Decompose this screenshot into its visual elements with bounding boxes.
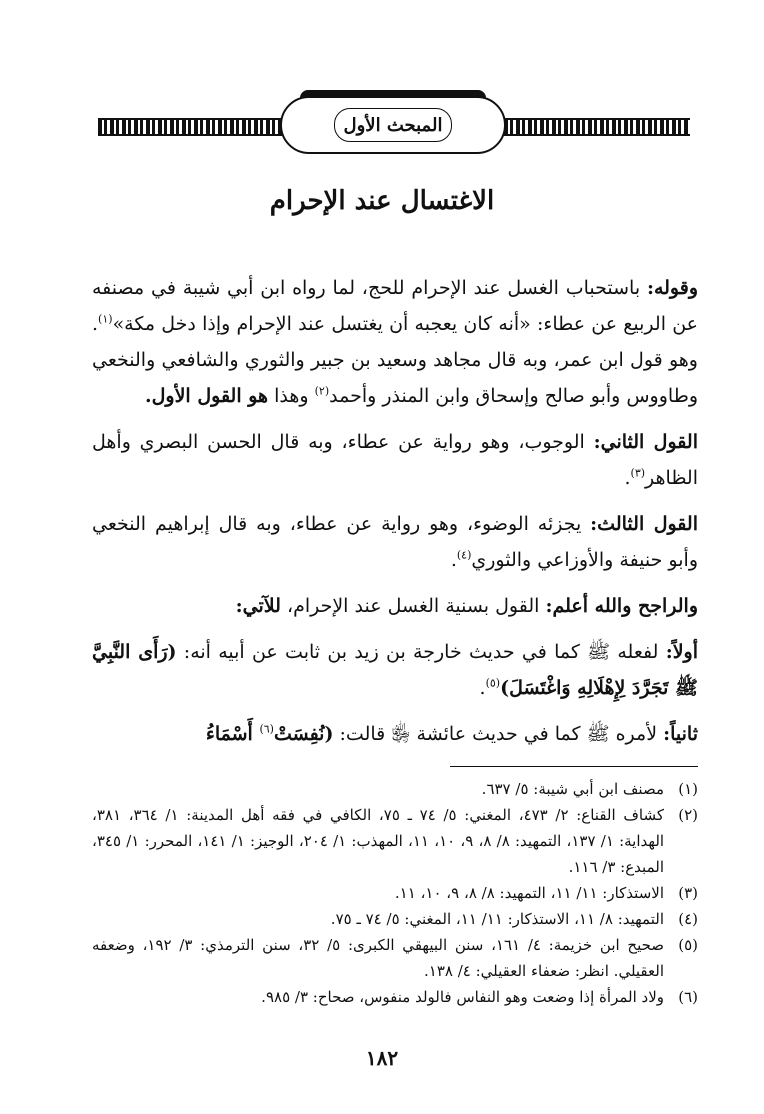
ornament-band-left [98, 118, 284, 136]
footnote-text: ولاد المرأة إذا وضعت وهو النفاس فالولد منفوس، صحاح: ٣/ ٩٨٥. [261, 988, 664, 1006]
footnote-text: صحيح ابن خزيمة: ٤/ ١٦١، سنن البيهقي الكبرى: ٥/ ٣٢، سنن الترمذي: ٣/ ١٩٢، وضعفه العقيلي. انظر: ضعفاء العقيلي: ٤/ ١٣٨. [92, 936, 665, 980]
footnote-number: (١) [678, 780, 698, 798]
body-text [92, 270, 698, 762]
footnote-text: مصنف ابن أبي شيبة: ٥/ ٦٣٧. [481, 780, 664, 798]
paragraph-2: القول الثاني: الوجوب، وهو رواية عن عطاء، وبه قال الحسن البصري وأهل الظاهر$^{(٣)}$. [92, 431, 698, 489]
paragraph-lead: القول الثالث: [590, 513, 698, 535]
paragraph-lead: أولاً: [665, 641, 698, 663]
paragraph-3: القول الثالث: يجزئه الوضوء، وهو رواية عن عطاء، وبه قال إبراهيم النخعي وأبو حنيفة والأوزاعي والثوري$^{(٤)}$. [92, 513, 698, 571]
paragraph-5: أولاً: لفعله ﷺ كما في حديث خارجة بن زيد بن ثابت عن أبيه أنه: (رَأَى النَّبِيَّ ﷺ تَجَرَّدَ لِإِهْلَالِهِ وَاغْتَسَلَ)$^{(٥)}$. [92, 641, 698, 699]
footnote-text: التمهيد: ٨/ ١١، الاستذكار: ١١/ ١١، المغني: ٥/ ٧٤ ـ ٧٥. [330, 910, 664, 928]
footnote-ref[interactable]: (٥) [485, 676, 501, 690]
page-number: ١٨٢ [365, 1046, 399, 1070]
footnotes [92, 776, 698, 1010]
paragraph-lead: وقوله: [646, 277, 698, 299]
page-title: الاغتسال عند الإحرام [269, 186, 495, 216]
hadith-quote: (رَأَى النَّبِيَّ ﷺ تَجَرَّدَ لِإِهْلَالِهِ وَاغْتَسَلَ) [92, 641, 698, 699]
footnote-number: (٥) [678, 936, 698, 954]
paragraph-lead: ثانياً: [663, 723, 698, 745]
paragraph-conclusion: هو القول الأول. [145, 385, 269, 407]
paragraph-4: والراجح والله أعلم: القول بسنية الغسل عند الإحرام، للآتي: [235, 595, 698, 617]
paragraph-6: ثانياً: لأمره ﷺ كما في حديث عائشة ﵂ قالت: (نُفِسَتْ$^{(٦)}$ أَسْمَاءُ [205, 722, 698, 745]
section-label-frame [280, 96, 506, 154]
footnote-number: (٤) [678, 910, 698, 928]
footnote-text: كشاف القناع: ٢/ ٤٧٣، المغني: ٥/ ٧٤ ـ ٧٥، الكافي في فقه أهل المدينة: ١/ ٣٦٤، ٣٨١، الهداية: ١/ ١٣٧، التمهيد: ٨/ ٨، ٩، ١٠، ١١، المهذب: ١/ ٢٠٤، الوجيز: ١/ ١٤١، المحرر: ١/ ٣٤٥، المبدع: ٣/ ١١٦. [92, 806, 665, 876]
footnote-divider [450, 766, 698, 767]
footnote-item [92, 932, 698, 984]
footnote-item [92, 984, 698, 1010]
footnote-number: (٣) [678, 884, 698, 902]
footnote-ref[interactable]: (٦) [259, 722, 274, 736]
footnote-item [92, 906, 698, 932]
footnote-number: (٢) [678, 806, 698, 824]
footnote-ref[interactable]: (١) [98, 312, 113, 326]
hadith-quote: (نُفِسَتْ [273, 723, 334, 745]
section-label: المبحث الأول [334, 108, 452, 142]
footnote-text: الاستذكار: ١١/ ١١، التمهيد: ٨/ ٨، ٩، ١٠، ١١. [394, 884, 664, 902]
footnote-ref[interactable]: (٢) [314, 384, 330, 398]
paragraph-lead: والراجح والله أعلم: [545, 595, 698, 617]
footnote-item [92, 776, 698, 802]
paragraph-1: وقوله: باستحباب الغسل عند الإحرام للحج، لما رواه ابن أبي شيبة في مصنفه عن الربيع عن عطاء: «أنه كان يعجبه أن يغتسل عند الإحرام وإذا دخل مكة»$^{(١)}$. وهو قول ابن عمر، وبه قال مجاهد وسعيد بن جبير والثوري والشافعي والنخعي وطاووس وأبو صالح وإسحاق وابن المنذر وأحمد$^{(٢)}$ وهذا هو القول الأول. [92, 277, 698, 407]
ornament-band-right [504, 118, 690, 136]
footnote-item [92, 880, 698, 906]
footnote-ref[interactable]: (٤) [456, 548, 472, 562]
footnote-item [92, 802, 698, 880]
footnote-number: (٦) [678, 988, 698, 1006]
paragraph-lead: القول الثاني: [593, 431, 698, 453]
footnote-ref[interactable]: (٣) [630, 466, 646, 480]
